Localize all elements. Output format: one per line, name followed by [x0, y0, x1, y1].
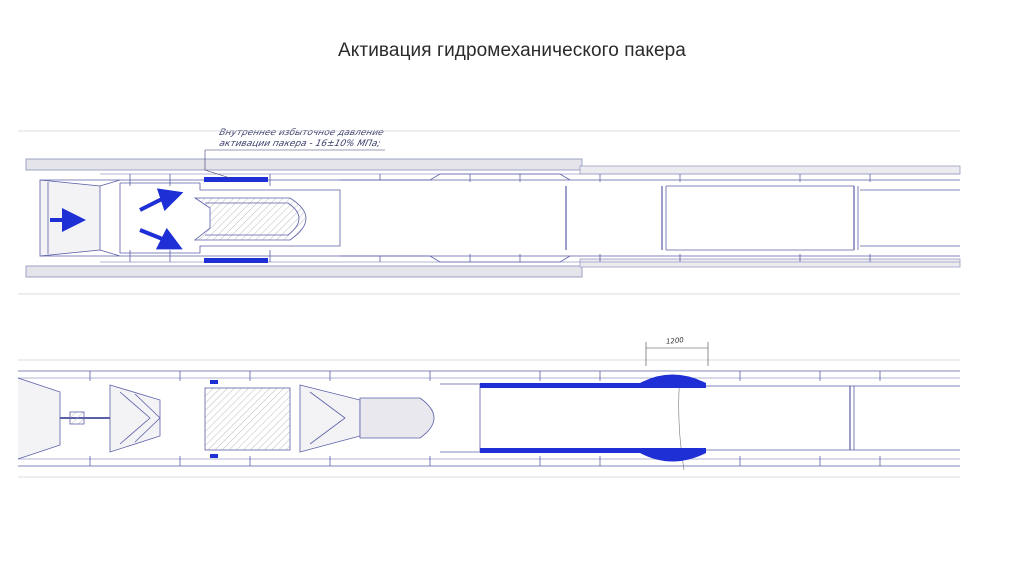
flow-arrow-down: [140, 230, 172, 244]
pressure-note-line-1: Внутреннее избыточное давление: [218, 128, 385, 138]
pressure-note-line-2: активации пакера - 16±10% МПа;: [218, 139, 382, 149]
bottom-section: [18, 342, 960, 477]
casing-wall-bottom: [26, 266, 582, 277]
seal-bottom: [204, 258, 268, 263]
packer-element-top: [480, 375, 706, 389]
packer-element-bottom: [480, 448, 706, 462]
dimension-label: 1200: [665, 336, 685, 346]
casing-wall-top: [26, 159, 582, 170]
slide-title: Активация гидромеханического пакера: [338, 40, 686, 61]
top-section: [18, 131, 960, 294]
flow-arrow-up: [140, 196, 172, 210]
seal-top: [204, 177, 268, 182]
